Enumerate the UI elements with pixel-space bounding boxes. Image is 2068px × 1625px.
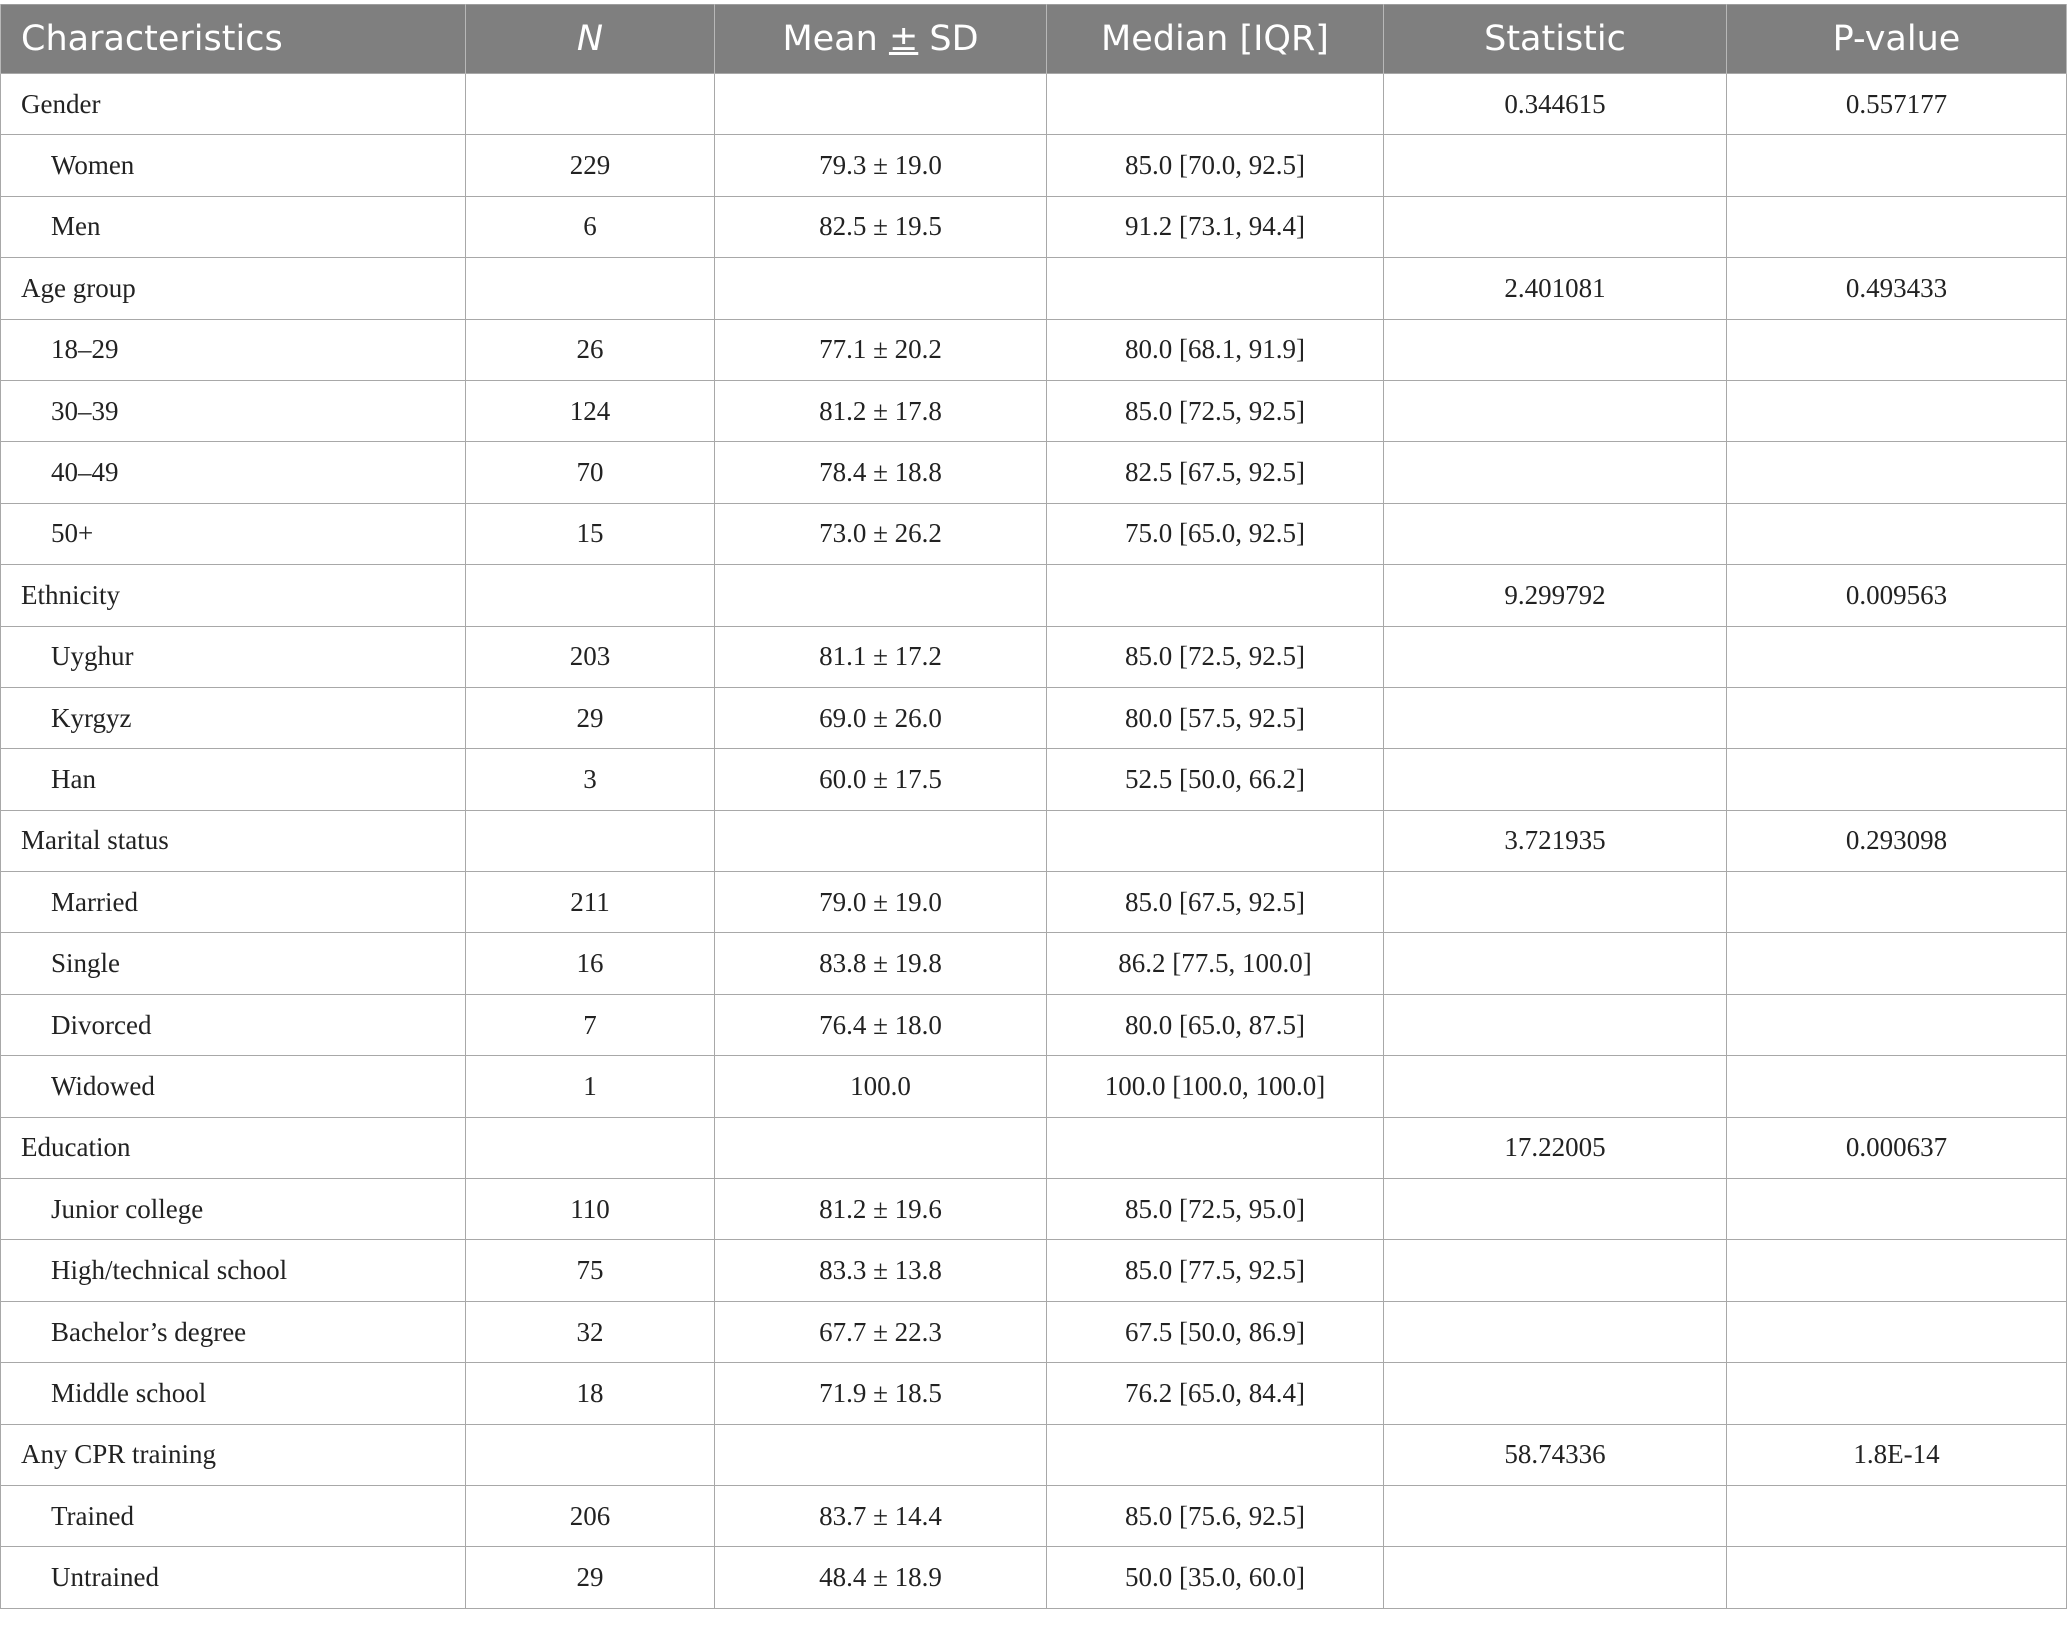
statistic-cell [1384, 994, 1727, 1055]
header-n: N [466, 5, 715, 74]
n-cell: 206 [466, 1485, 715, 1546]
median-iqr-cell: 76.2 [65.0, 84.4] [1047, 1363, 1384, 1424]
median-iqr-cell: 86.2 [77.5, 100.0] [1047, 933, 1384, 994]
characteristic-cell: Untrained [1, 1547, 466, 1608]
statistic-cell [1384, 380, 1727, 441]
characteristic-cell: Men [1, 196, 466, 257]
statistic-cell [1384, 1240, 1727, 1301]
statistic-cell [1384, 933, 1727, 994]
mean-sd-cell: 73.0 ± 26.2 [715, 503, 1047, 564]
group-row [1, 1424, 2067, 1485]
n-cell: 70 [466, 442, 715, 503]
mean-sd-cell [715, 74, 1047, 135]
median-iqr-cell [1047, 258, 1384, 319]
group-row [1, 1117, 2067, 1178]
n-cell [466, 565, 715, 626]
characteristic-cell: 30–39 [1, 380, 466, 441]
table-header [1, 5, 2067, 74]
p-value-cell [1727, 933, 2067, 994]
characteristic-cell: Married [1, 872, 466, 933]
header-statistic: Statistic [1384, 5, 1727, 74]
n-cell: 3 [466, 749, 715, 810]
header-p-value: P-value [1727, 5, 2067, 74]
statistic-cell [1384, 749, 1727, 810]
n-cell: 229 [466, 135, 715, 196]
table-row [1, 196, 2067, 257]
n-cell: 124 [466, 380, 715, 441]
n-cell: 6 [466, 196, 715, 257]
median-iqr-cell: 85.0 [75.6, 92.5] [1047, 1485, 1384, 1546]
median-iqr-cell [1047, 74, 1384, 135]
n-cell: 26 [466, 319, 715, 380]
n-cell: 29 [466, 1547, 715, 1608]
statistic-cell [1384, 135, 1727, 196]
p-value-cell [1727, 196, 2067, 257]
table-row [1, 1056, 2067, 1117]
statistic-cell: 3.721935 [1384, 810, 1727, 871]
mean-sd-cell: 81.1 ± 17.2 [715, 626, 1047, 687]
mean-sd-cell [715, 565, 1047, 626]
median-iqr-cell: 82.5 [67.5, 92.5] [1047, 442, 1384, 503]
mean-sd-cell: 79.0 ± 19.0 [715, 872, 1047, 933]
table-row [1, 135, 2067, 196]
mean-sd-cell: 81.2 ± 19.6 [715, 1179, 1047, 1240]
characteristic-cell: 40–49 [1, 442, 466, 503]
mean-sd-cell: 83.8 ± 19.8 [715, 933, 1047, 994]
header-row [1, 5, 2067, 74]
p-value-cell [1727, 1485, 2067, 1546]
mean-sd-cell: 100.0 [715, 1056, 1047, 1117]
n-cell: 203 [466, 626, 715, 687]
median-iqr-cell: 80.0 [57.5, 92.5] [1047, 687, 1384, 748]
mean-sd-cell: 77.1 ± 20.2 [715, 319, 1047, 380]
median-iqr-cell: 67.5 [50.0, 86.9] [1047, 1301, 1384, 1362]
characteristic-cell: Uyghur [1, 626, 466, 687]
p-value-cell [1727, 442, 2067, 503]
median-iqr-cell: 50.0 [35.0, 60.0] [1047, 1547, 1384, 1608]
p-value-cell [1727, 1547, 2067, 1608]
header-median-iqr: Median [IQR] [1047, 5, 1384, 74]
table-row [1, 626, 2067, 687]
median-iqr-cell: 80.0 [65.0, 87.5] [1047, 994, 1384, 1055]
characteristic-cell: 18–29 [1, 319, 466, 380]
p-value-cell [1727, 380, 2067, 441]
p-value-cell [1727, 687, 2067, 748]
median-iqr-cell: 80.0 [68.1, 91.9] [1047, 319, 1384, 380]
characteristic-cell: Kyrgyz [1, 687, 466, 748]
mean-sd-cell: 83.7 ± 14.4 [715, 1485, 1047, 1546]
characteristic-cell: High/technical school [1, 1240, 466, 1301]
table-row [1, 1179, 2067, 1240]
table-row [1, 1240, 2067, 1301]
mean-sd-cell: 60.0 ± 17.5 [715, 749, 1047, 810]
characteristic-cell: Education [1, 1117, 466, 1178]
table-row [1, 749, 2067, 810]
mean-sd-cell: 69.0 ± 26.0 [715, 687, 1047, 748]
n-cell [466, 1424, 715, 1485]
n-cell: 75 [466, 1240, 715, 1301]
p-value-cell [1727, 319, 2067, 380]
p-value-cell: 0.009563 [1727, 565, 2067, 626]
statistic-cell: 2.401081 [1384, 258, 1727, 319]
table-row [1, 503, 2067, 564]
characteristic-cell: Any CPR training [1, 1424, 466, 1485]
mean-sd-cell: 82.5 ± 19.5 [715, 196, 1047, 257]
statistic-cell [1384, 503, 1727, 564]
median-iqr-cell [1047, 810, 1384, 871]
mean-sd-cell: 76.4 ± 18.0 [715, 994, 1047, 1055]
n-cell [466, 74, 715, 135]
median-iqr-cell: 85.0 [67.5, 92.5] [1047, 872, 1384, 933]
characteristic-cell: Divorced [1, 994, 466, 1055]
mean-sd-cell: 81.2 ± 17.8 [715, 380, 1047, 441]
mean-sd-cell: 71.9 ± 18.5 [715, 1363, 1047, 1424]
n-cell: 32 [466, 1301, 715, 1362]
table-row [1, 380, 2067, 441]
group-row [1, 565, 2067, 626]
n-cell [466, 258, 715, 319]
p-value-cell [1727, 1240, 2067, 1301]
median-iqr-cell: 85.0 [72.5, 95.0] [1047, 1179, 1384, 1240]
group-row [1, 258, 2067, 319]
table-body [1, 74, 2067, 1609]
p-value-cell: 0.000637 [1727, 1117, 2067, 1178]
p-value-cell [1727, 994, 2067, 1055]
mean-sd-cell: 48.4 ± 18.9 [715, 1547, 1047, 1608]
statistic-cell [1384, 626, 1727, 687]
p-value-cell [1727, 1179, 2067, 1240]
median-iqr-cell [1047, 1117, 1384, 1178]
characteristic-cell: Junior college [1, 1179, 466, 1240]
median-iqr-cell: 85.0 [70.0, 92.5] [1047, 135, 1384, 196]
characteristic-cell: Widowed [1, 1056, 466, 1117]
n-cell: 211 [466, 872, 715, 933]
p-value-cell [1727, 872, 2067, 933]
median-iqr-cell: 75.0 [65.0, 92.5] [1047, 503, 1384, 564]
p-value-cell [1727, 1056, 2067, 1117]
mean-sd-cell [715, 810, 1047, 871]
characteristic-cell: Han [1, 749, 466, 810]
n-cell: 29 [466, 687, 715, 748]
mean-sd-cell: 83.3 ± 13.8 [715, 1240, 1047, 1301]
header-mean-sd: Mean ± SD [715, 5, 1047, 74]
n-cell [466, 810, 715, 871]
table-row [1, 1363, 2067, 1424]
median-iqr-cell: 100.0 [100.0, 100.0] [1047, 1056, 1384, 1117]
n-cell: 7 [466, 994, 715, 1055]
n-cell: 110 [466, 1179, 715, 1240]
statistic-cell [1384, 1179, 1727, 1240]
mean-sd-cell [715, 1424, 1047, 1485]
table-row [1, 1485, 2067, 1546]
characteristic-cell: Gender [1, 74, 466, 135]
n-cell: 18 [466, 1363, 715, 1424]
p-value-cell [1727, 1301, 2067, 1362]
table-row [1, 687, 2067, 748]
results-table [0, 4, 2067, 1609]
characteristic-cell: Marital status [1, 810, 466, 871]
table-row [1, 442, 2067, 503]
characteristic-cell: Women [1, 135, 466, 196]
median-iqr-cell: 85.0 [72.5, 92.5] [1047, 380, 1384, 441]
statistic-cell: 58.74336 [1384, 1424, 1727, 1485]
characteristic-cell: Age group [1, 258, 466, 319]
median-iqr-cell: 85.0 [72.5, 92.5] [1047, 626, 1384, 687]
median-iqr-cell [1047, 1424, 1384, 1485]
characteristic-cell: Ethnicity [1, 565, 466, 626]
table-row [1, 872, 2067, 933]
statistic-cell [1384, 196, 1727, 257]
group-row [1, 810, 2067, 871]
characteristic-cell: Middle school [1, 1363, 466, 1424]
p-value-cell [1727, 503, 2067, 564]
characteristic-cell: Bachelor’s degree [1, 1301, 466, 1362]
group-row [1, 74, 2067, 135]
p-value-cell [1727, 135, 2067, 196]
median-iqr-cell: 52.5 [50.0, 66.2] [1047, 749, 1384, 810]
table-row [1, 994, 2067, 1055]
characteristic-cell: Trained [1, 1485, 466, 1546]
n-cell: 1 [466, 1056, 715, 1117]
table-row [1, 1547, 2067, 1608]
p-value-cell: 0.493433 [1727, 258, 2067, 319]
table-row [1, 933, 2067, 994]
n-cell: 15 [466, 503, 715, 564]
statistic-cell [1384, 872, 1727, 933]
n-cell: 16 [466, 933, 715, 994]
p-value-cell: 1.8E-14 [1727, 1424, 2067, 1485]
p-value-cell [1727, 626, 2067, 687]
p-value-cell [1727, 1363, 2067, 1424]
statistic-cell [1384, 319, 1727, 380]
statistic-cell [1384, 1363, 1727, 1424]
mean-sd-cell [715, 1117, 1047, 1178]
statistic-cell [1384, 1056, 1727, 1117]
statistic-cell [1384, 1547, 1727, 1608]
p-value-cell [1727, 749, 2067, 810]
median-iqr-cell: 85.0 [77.5, 92.5] [1047, 1240, 1384, 1301]
statistic-cell: 0.344615 [1384, 74, 1727, 135]
mean-sd-cell: 67.7 ± 22.3 [715, 1301, 1047, 1362]
statistic-cell [1384, 1301, 1727, 1362]
mean-sd-cell: 79.3 ± 19.0 [715, 135, 1047, 196]
median-iqr-cell: 91.2 [73.1, 94.4] [1047, 196, 1384, 257]
n-cell [466, 1117, 715, 1178]
mean-sd-cell: 78.4 ± 18.8 [715, 442, 1047, 503]
statistic-cell: 9.299792 [1384, 565, 1727, 626]
median-iqr-cell [1047, 565, 1384, 626]
table-row [1, 319, 2067, 380]
statistic-cell [1384, 687, 1727, 748]
table-row [1, 1301, 2067, 1362]
p-value-cell: 0.293098 [1727, 810, 2067, 871]
header-characteristics: Characteristics [1, 5, 466, 74]
characteristic-cell: 50+ [1, 503, 466, 564]
characteristic-cell: Single [1, 933, 466, 994]
statistic-cell: 17.22005 [1384, 1117, 1727, 1178]
statistic-cell [1384, 442, 1727, 503]
p-value-cell: 0.557177 [1727, 74, 2067, 135]
statistic-cell [1384, 1485, 1727, 1546]
mean-sd-cell [715, 258, 1047, 319]
